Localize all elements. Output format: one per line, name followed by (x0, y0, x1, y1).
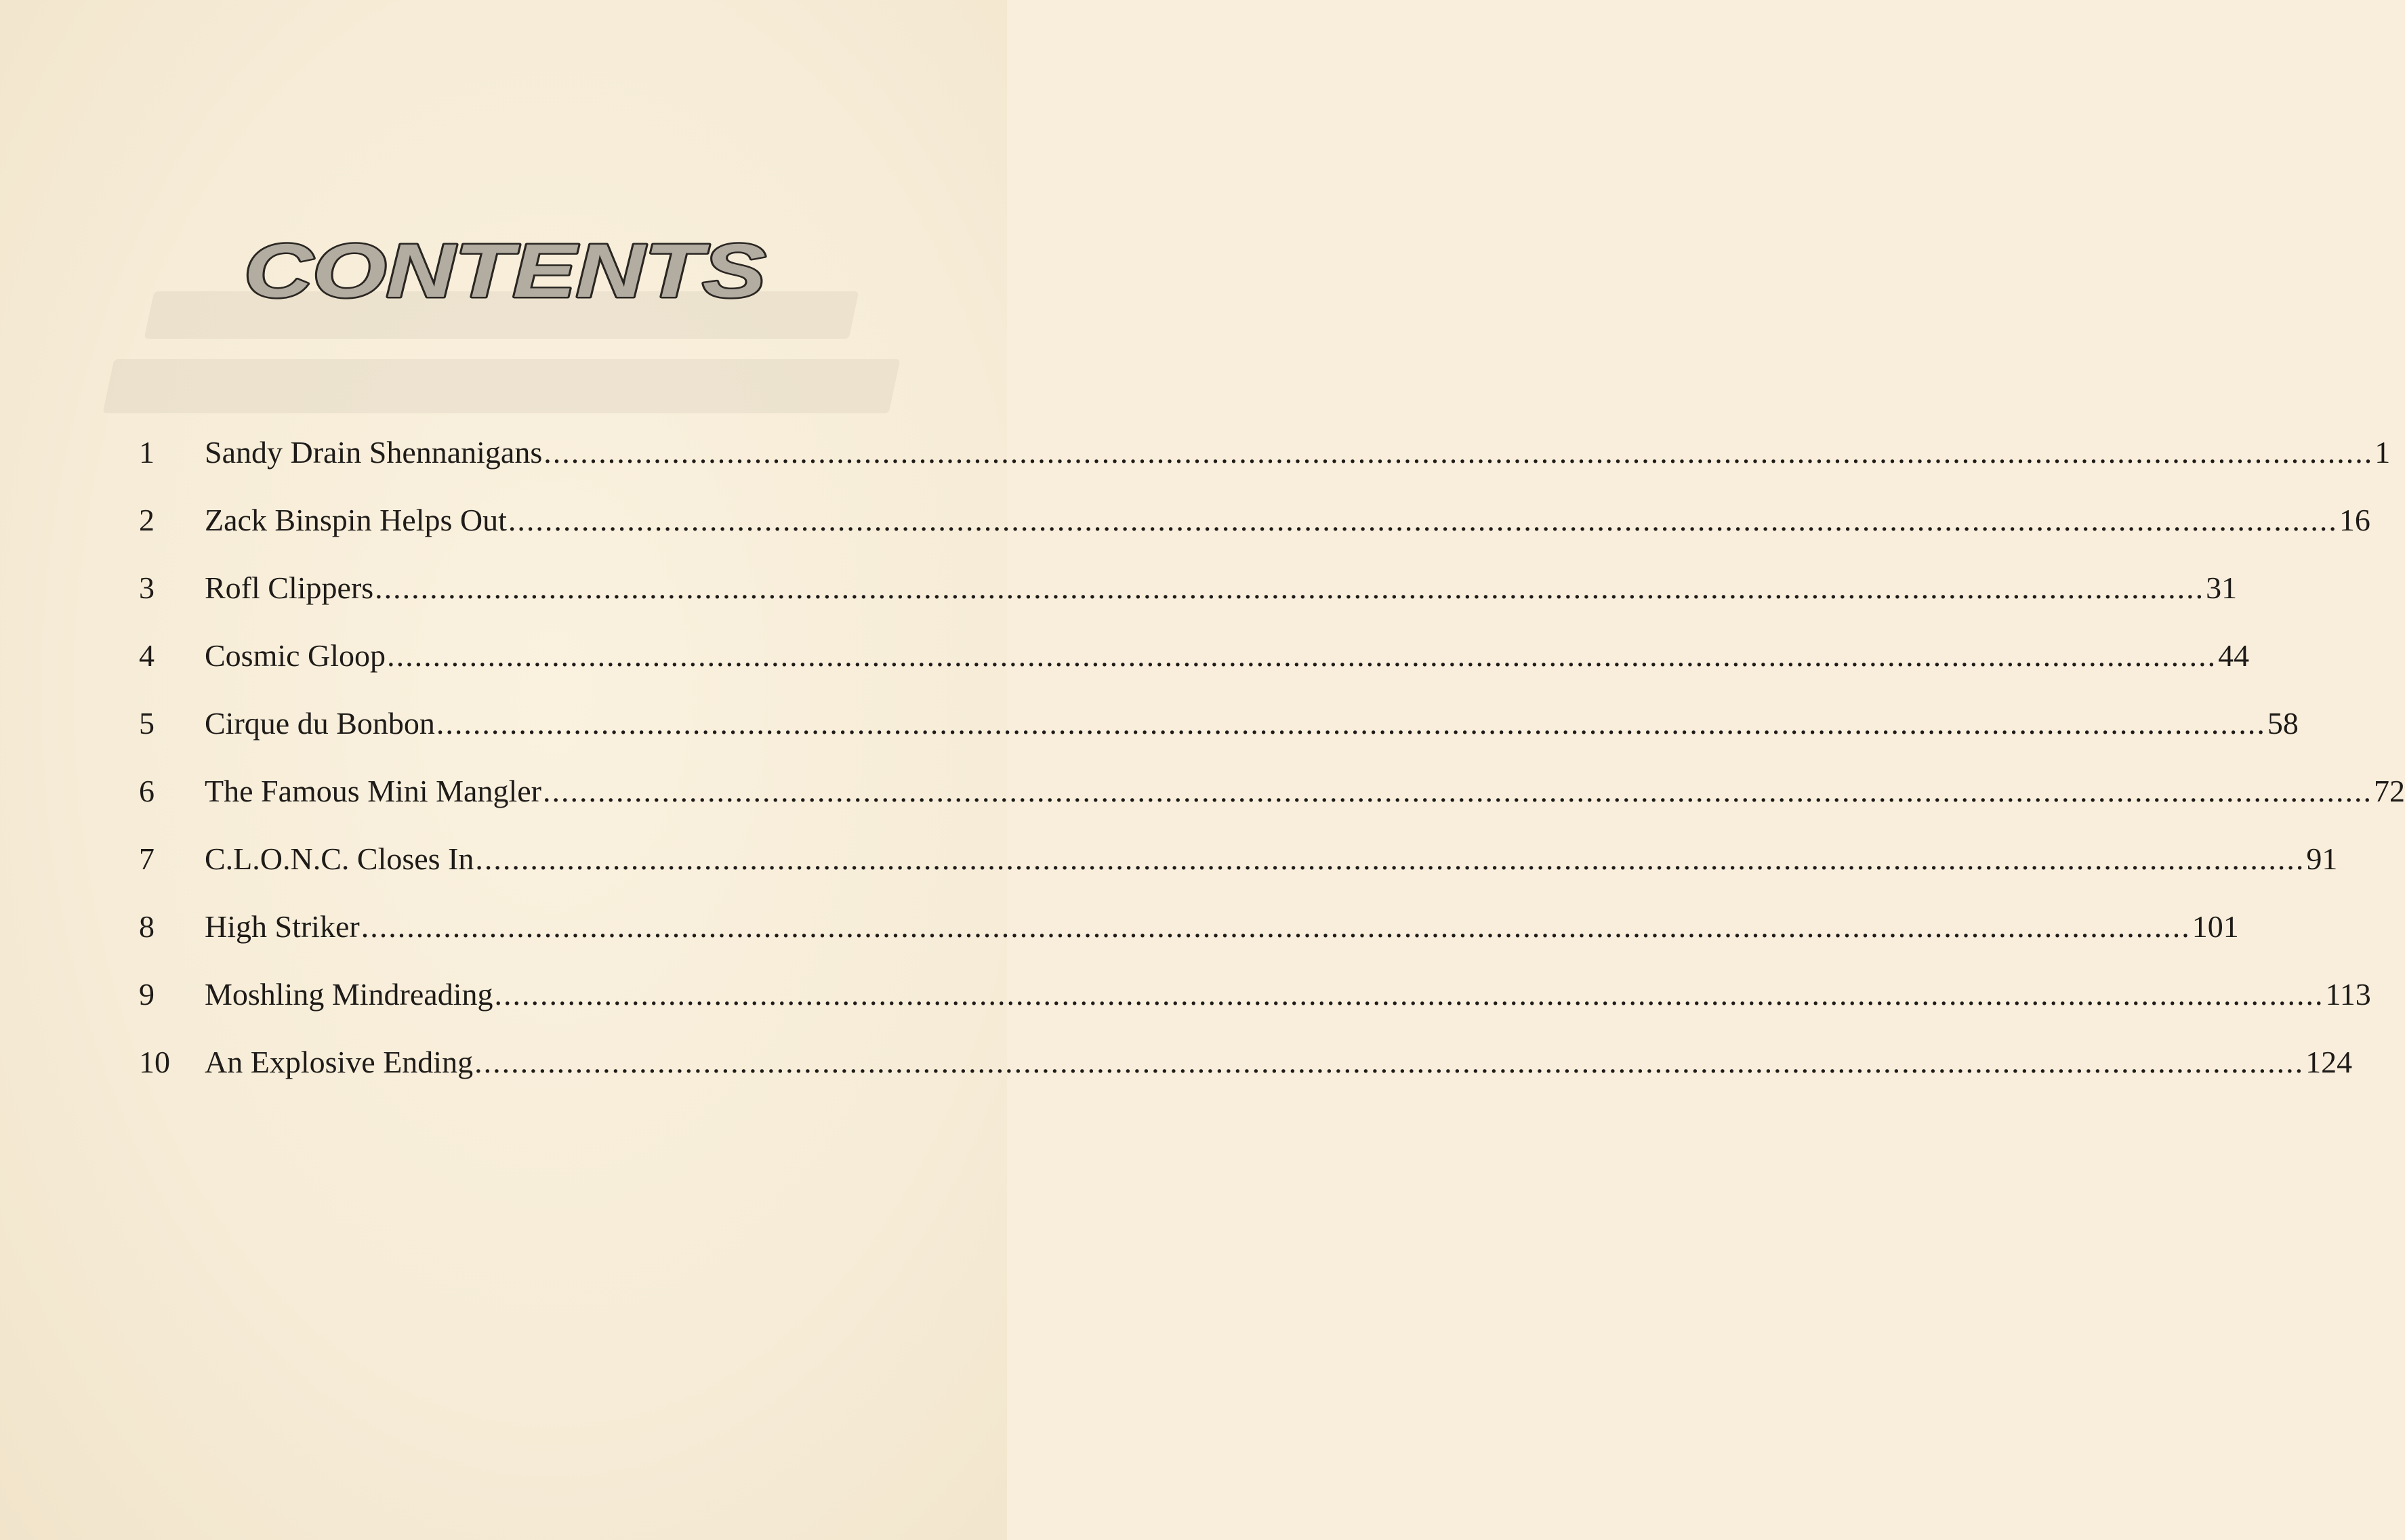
chapter-number: 2 (139, 503, 155, 537)
dot-leader: ........................................................................................................................................................................................................ (475, 841, 2305, 876)
chapter-title: Cosmic Gloop (205, 638, 386, 673)
page-number: 72 (2374, 774, 2405, 808)
chapter-title: Sandy Drain Shennanigans (205, 435, 543, 470)
toc-entry (139, 841, 2338, 911)
chapter-number: 6 (139, 774, 155, 808)
chapter-title: Rofl Clippers (205, 570, 374, 605)
page-number: 124 (2305, 1045, 2353, 1079)
contents-heading (237, 228, 773, 313)
contents-heading-text: CONTENTS (244, 228, 766, 313)
chapter-number: 10 (139, 1045, 170, 1079)
dot-leader: ........................................................................................................................................................................................................ (543, 774, 2372, 808)
dot-leader: ........................................................................................................................................................................................................ (361, 909, 2191, 944)
contents-heading-graphic (237, 228, 773, 313)
toc-entry (139, 570, 2238, 640)
toc-entry (139, 435, 2391, 505)
dot-leader: ........................................................................................................................................................................................................ (387, 638, 2217, 673)
page-number: 58 (2267, 706, 2299, 741)
chapter-title: Cirque du Bonbon (205, 706, 435, 741)
chapter-title: C.L.O.N.C. Closes In (205, 841, 474, 876)
page-number: 101 (2192, 909, 2239, 944)
chapter-title: High Striker (205, 909, 360, 944)
chapter-title: Zack Binspin Helps Out (205, 503, 507, 537)
toc-entry (139, 503, 2370, 573)
dot-leader: ........................................................................................................................................................................................................ (375, 570, 2205, 605)
page-number: 44 (2218, 638, 2250, 673)
toc-entry (139, 1045, 2353, 1115)
chapter-number: 7 (139, 841, 155, 876)
chapter-number: 5 (139, 706, 155, 741)
toc-entry (139, 909, 2239, 979)
table-of-contents (139, 435, 2405, 1115)
page-number: 1 (2375, 435, 2391, 470)
page-number: 16 (2339, 503, 2370, 537)
page-number: 113 (2325, 977, 2371, 1012)
toc-entry (139, 774, 2405, 844)
toc-entry (139, 706, 2299, 776)
dot-leader: ........................................................................................................................................................................................................ (494, 977, 2324, 1012)
dot-leader: ........................................................................................................................................................................................................ (508, 503, 2338, 537)
toc-entry (139, 977, 2371, 1047)
chapter-number: 3 (139, 570, 155, 605)
chapter-title: Moshling Mindreading (205, 977, 493, 1012)
chapter-number: 8 (139, 909, 155, 944)
chapter-number: 1 (139, 435, 155, 470)
dot-leader: ........................................................................................................................................................................................................ (543, 435, 2374, 470)
dot-leader: ........................................................................................................................................................................................................ (436, 706, 2266, 741)
page-number: 91 (2306, 841, 2338, 876)
toc-entry (139, 638, 2250, 708)
page-number: 31 (2206, 570, 2238, 605)
chapter-number: 9 (139, 977, 155, 1012)
dot-leader: ........................................................................................................................................................................................................ (474, 1045, 2305, 1079)
chapter-number: 4 (139, 638, 155, 673)
chapter-title: The Famous Mini Mangler (205, 774, 541, 808)
chapter-title: An Explosive Ending (205, 1045, 474, 1079)
